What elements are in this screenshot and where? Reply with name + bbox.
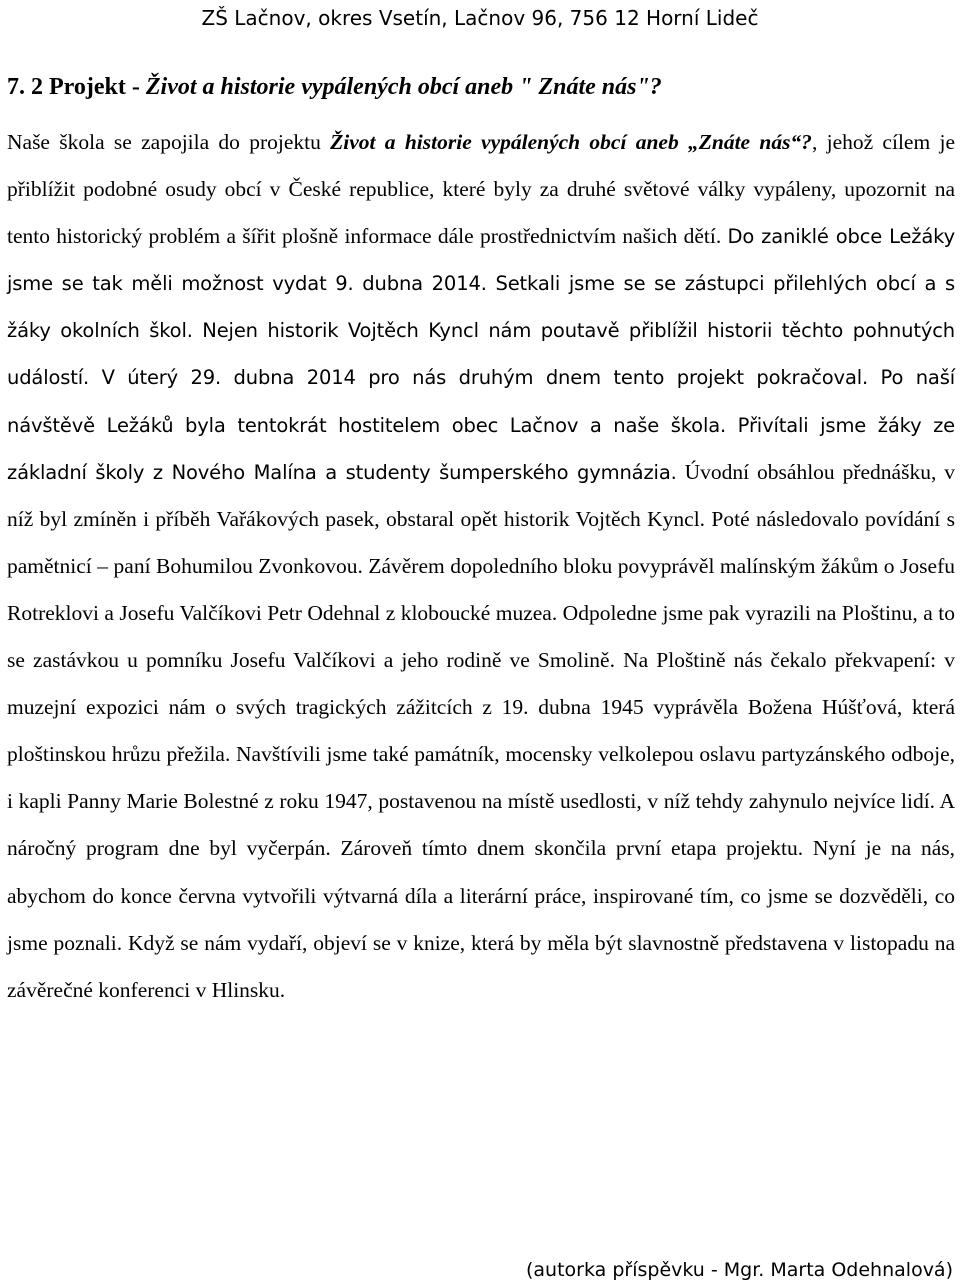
section-number: 7. 2 — [7, 74, 43, 100]
project-description: , jehož cílem je přiblížit podobné osudy obcí v České republice, které byly za druhé světové války vypáleny, upozornit na tento historický problém a šířit plošně informace dále prostřednictvím našich dětí. — [7, 130, 955, 249]
intro-text: Naše škola se zapojila do projektu — [7, 130, 321, 154]
section-title-italic: Život a historie vypálených obcí aneb " Znáte nás"? — [145, 74, 662, 100]
author-attribution: (autorka příspěvku - Mgr. Marta Odehnalová) — [526, 1259, 953, 1281]
lezaky-visit-text: Do zaniklé obce Ležáky jsme se tak měli možnost vydat 9. dubna 2014. Setkali jsme se se zástupci přilehlých obcí a s žáky okolních škol. Nejen historik Vojtěch Kyncl nám poutavě přiblížil historii těchto pohnutých událostí. V úterý 29. dubna 2014 pro nás druhým dnem tento projekt pokračoval. Po naší návštěvě Ležáků byla tentokrát hostitelem obec Lačnov a naše škola. Přivítali jsme žáky ze základní školy z Nového Malína a studenty šumperského gymnázia. — [7, 225, 956, 484]
article-body — [7, 119, 955, 1014]
project-name: Život a historie vypálených obcí aneb „Znáte nás“? — [330, 130, 812, 154]
plostina-visit-text: Úvodní obsáhlou přednášku, v níž byl zmíněn i příběh Vařákových pasek, obstaral opět historik Vojtěch Kyncl. Poté následovalo povídání s pamětnicí – paní Bohumilou Zvonkovou. Závěrem dopoledního bloku povyprávěl malínským žákům o Josefu Rotreklovi a Josefu Valčíkovi Petr Odehnal z kloboucké muzea. Odpoledne jsme pak vyrazili na Ploštinu, a to se zastávkou u pomníku Josefu Valčíkovi a jeho rodině ve Smolině. Na Ploštině nás čekalo překvapení: v muzejní expozici nám o svých tragických zážitcích z 19. dubna 1945 vyprávěla Božena Húšťová, která ploštinskou hrůzu přežila. Navštívili jsme také památník, mocensky velkolepou oslavu partyzánského odboje, i kapli Panny Marie Bolestné z roku 1947, postavenou na místě usedlosti, v níž tehdy zahynulo nejvíce lidí. A náročný program dne byl vyčerpán. Zároveň tímto dnem skončila první etapa projektu. Nyní je na nás, abychom do konce června vytvořili výtvarná díla a literární práce, inspirované tím, co jsme se dozvěděli, co jsme poznali. Když se nám vydaří, objeví se v knize, která by měla být slavnostně představena v listopadu na závěrečné konferenci v Hlinsku. — [7, 459, 955, 1002]
section-title-prefix: Projekt - — [49, 74, 140, 100]
page-header: ZŠ Lačnov, okres Vsetín, Lačnov 96, 756 12 Horní Lideč — [201, 6, 759, 30]
section-title — [7, 70, 662, 104]
